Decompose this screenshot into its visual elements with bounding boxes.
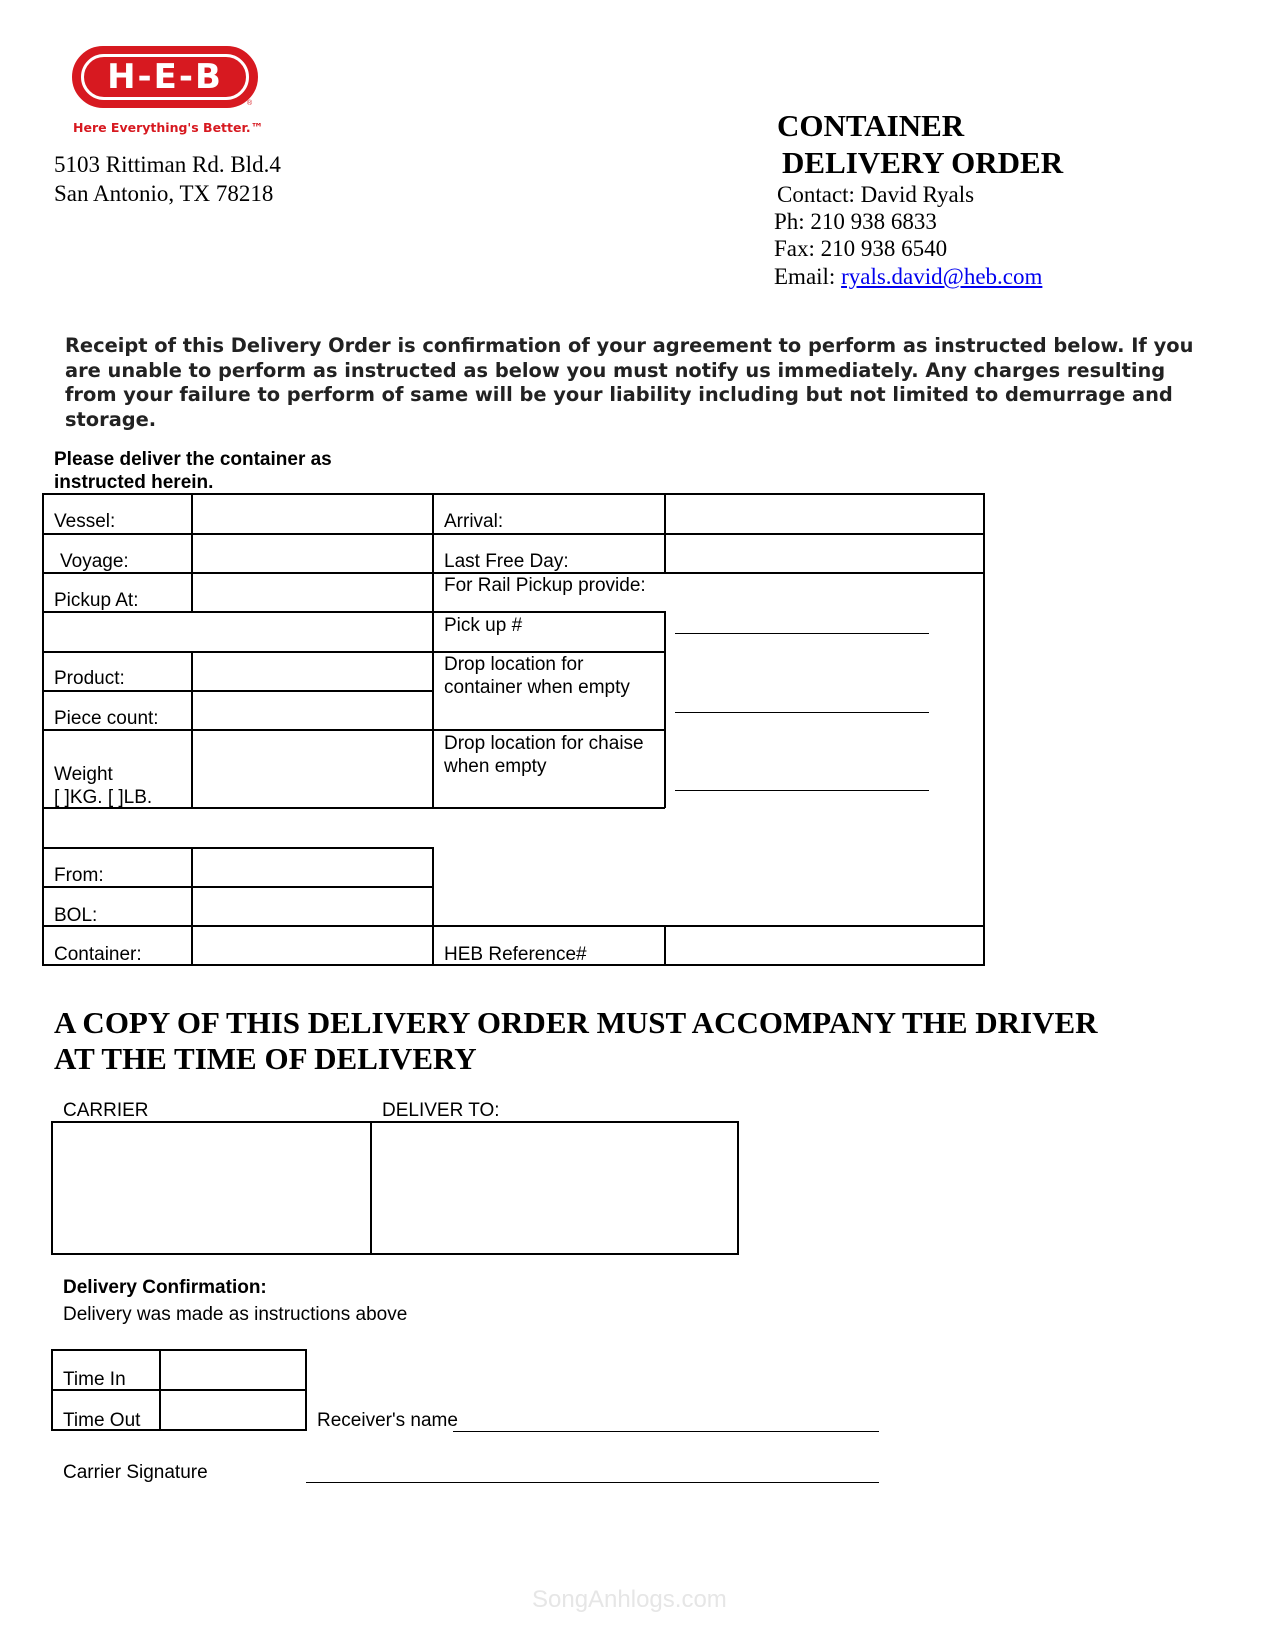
notice-paragraph: Receipt of this Delivery Order is confirmation of your agreement to perform as instructed below. If you are unable to perform as instructed as below you must notify us immediately. Any charges resulting from your failure to perform of same will be your liability including but not limited to demurrage and storage.: [65, 334, 1194, 431]
pickup-number-line[interactable]: [675, 633, 929, 634]
pickup-number-label: Pick up #: [444, 615, 523, 636]
deliver-to-box[interactable]: [373, 1124, 735, 1252]
arrival-label: Arrival:: [444, 511, 504, 532]
contact-name: Contact: David Ryals: [777, 182, 975, 207]
contact-phone: Ph: 210 938 6833: [774, 209, 937, 234]
container-label: Container:: [54, 944, 142, 965]
address-line2: San Antonio, TX 78218: [54, 181, 274, 206]
voyage-label: Voyage:: [60, 551, 129, 572]
product-label: Product:: [54, 668, 125, 689]
weight-units-label: [ ]KG. [ ]LB.: [54, 787, 153, 808]
drop-container-line[interactable]: [675, 712, 929, 713]
carrier-signature-line[interactable]: [306, 1482, 879, 1483]
confirmation-text: Delivery was made as instructions above: [63, 1304, 408, 1325]
from-label: From:: [54, 865, 104, 886]
email-label: Email:: [774, 264, 842, 289]
deliver-to-label: DELIVER TO:: [382, 1100, 500, 1121]
address-line1: 5103 Rittiman Rd. Bld.4: [54, 152, 281, 177]
carrier-box[interactable]: [54, 1124, 368, 1252]
heb-logo: [72, 46, 258, 108]
piece-count-label: Piece count:: [54, 708, 159, 729]
drop-container-label-2: container when empty: [444, 677, 630, 698]
watermark: SongAnhlogs.com: [532, 1586, 727, 1613]
carrier-signature-label: Carrier Signature: [63, 1462, 208, 1483]
heb-reference-label: HEB Reference#: [444, 944, 587, 965]
time-out-field[interactable]: [162, 1392, 303, 1428]
page-title-line2: DELIVERY ORDER: [782, 145, 1064, 180]
weight-label: Weight: [54, 764, 113, 785]
receivers-name-line[interactable]: [453, 1431, 879, 1432]
receivers-name-label: Receiver's name: [317, 1410, 458, 1431]
drop-chaise-line[interactable]: [675, 790, 929, 791]
time-in-label: Time In: [63, 1369, 126, 1390]
logo-tagline: Here Everything's Better.™: [73, 120, 264, 135]
logo-brand-text: H-E-B: [107, 57, 223, 97]
time-out-label: Time Out: [63, 1410, 141, 1431]
pickup-at-label: Pickup At:: [54, 590, 139, 611]
contact-email-row: [774, 262, 1042, 291]
instructions-line1: Please deliver the container as: [54, 449, 332, 470]
drop-container-label-1: Drop location for: [444, 654, 584, 675]
drop-chaise-label-2: when empty: [444, 756, 547, 777]
rail-pickup-label: For Rail Pickup provide:: [444, 575, 646, 596]
drop-chaise-label-1: Drop location for chaise: [444, 733, 644, 754]
bol-label: BOL:: [54, 905, 98, 926]
contact-fax: Fax: 210 938 6540: [774, 236, 948, 261]
last-free-day-label: Last Free Day:: [444, 551, 569, 572]
page-title-line1: CONTAINER: [777, 108, 965, 143]
vessel-label: Vessel:: [54, 511, 116, 532]
registered-mark: ®: [247, 100, 253, 107]
email-link[interactable]: ryals.david@heb.com: [841, 264, 1043, 289]
warning-line2: AT THE TIME OF DELIVERY: [54, 1041, 477, 1076]
carrier-label: CARRIER: [63, 1100, 149, 1121]
confirmation-title: Delivery Confirmation:: [63, 1277, 267, 1298]
warning-line1: A COPY OF THIS DELIVERY ORDER MUST ACCOMPANY THE DRIVER: [54, 1005, 1098, 1040]
time-in-field[interactable]: [162, 1352, 303, 1388]
instructions-line2: instructed herein.: [54, 472, 214, 493]
